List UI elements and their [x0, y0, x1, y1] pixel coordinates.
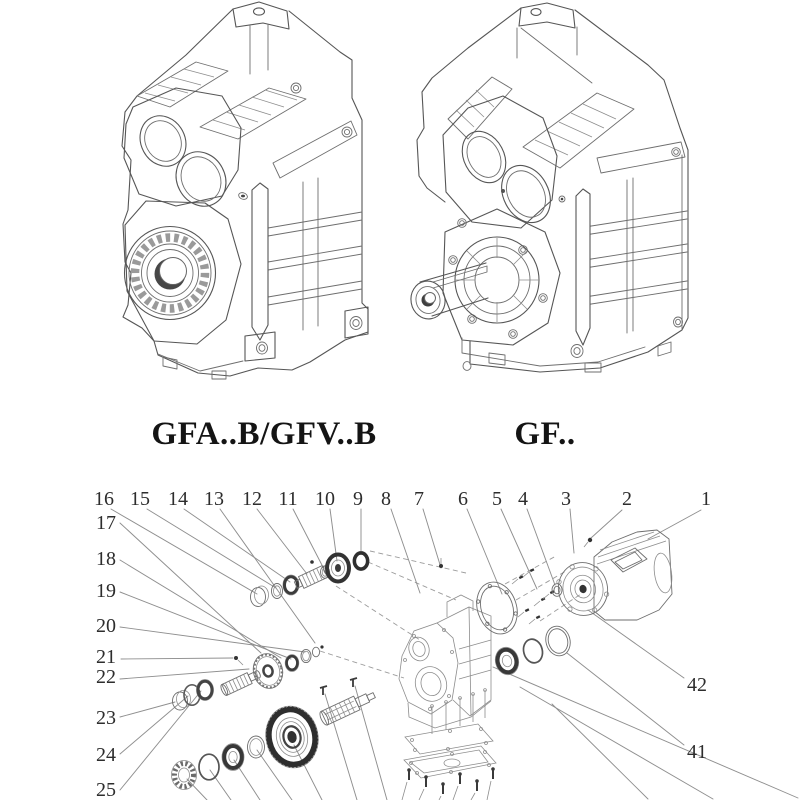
callout-20: 20 — [96, 615, 116, 637]
flat-gear — [249, 650, 286, 691]
bearing — [492, 645, 521, 678]
callout-5: 5 — [492, 488, 502, 510]
callout-4: 4 — [518, 488, 528, 510]
callout-24: 24 — [96, 744, 116, 766]
callout-23: 23 — [96, 707, 116, 729]
callout-42: 42 — [687, 674, 707, 696]
callout-13: 13 — [204, 488, 224, 510]
gasket — [405, 724, 493, 754]
output-bearing-face — [125, 227, 216, 320]
side-cover — [470, 577, 523, 639]
callout-numbers — [94, 488, 711, 800]
callout-14: 14 — [168, 488, 188, 510]
vertical-strap — [252, 183, 268, 340]
callout-16: 16 — [94, 488, 114, 510]
callout-11: 11 — [278, 488, 298, 510]
intermediate-pinion — [220, 668, 263, 696]
callout-1: 1 — [701, 488, 711, 510]
input-shaft-parts — [251, 551, 370, 606]
callout-15: 15 — [130, 488, 150, 510]
callout-8: 8 — [381, 488, 391, 510]
seal-ring — [543, 623, 574, 658]
callout-9: 9 — [353, 488, 363, 510]
plug-bolt — [238, 191, 249, 200]
caption-left-model: GFA..B/GFV..B — [151, 416, 377, 452]
callout-22: 22 — [96, 666, 116, 688]
ball-bearing — [172, 761, 197, 790]
callout-41: 41 — [687, 741, 707, 763]
callout-2: 2 — [622, 488, 632, 510]
gearbox-drawing-gf — [408, 3, 688, 372]
callout-10: 10 — [315, 488, 335, 510]
gear-housing — [399, 595, 491, 734]
vertical-strap — [576, 189, 590, 345]
roller-bearing — [222, 744, 244, 771]
intermediate-shaft-parts — [173, 645, 324, 710]
callout-21: 21 — [96, 646, 116, 668]
retaining-ring — [521, 637, 545, 665]
callout-17: 17 — [96, 512, 116, 534]
callout-7: 7 — [414, 488, 424, 510]
input-gear — [327, 555, 349, 582]
callout-18: 18 — [96, 548, 116, 570]
callout-19: 19 — [96, 580, 116, 602]
exploded-parts-diagram — [94, 488, 798, 800]
callout-12: 12 — [242, 488, 262, 510]
callout-6: 6 — [458, 488, 468, 510]
bottom-cover — [404, 746, 496, 778]
callout-25: 25 — [96, 779, 116, 800]
callout-3: 3 — [561, 488, 571, 510]
caption-right-model: GF.. — [514, 416, 576, 452]
gearbox-drawing-gfab-gfvb — [122, 2, 368, 379]
snap-ring — [199, 754, 219, 780]
output-gear — [260, 701, 324, 772]
motor — [554, 530, 675, 620]
output-pinion-shaft — [318, 688, 377, 726]
output-shaft-parts — [172, 678, 378, 790]
bearing-hub — [455, 237, 539, 323]
